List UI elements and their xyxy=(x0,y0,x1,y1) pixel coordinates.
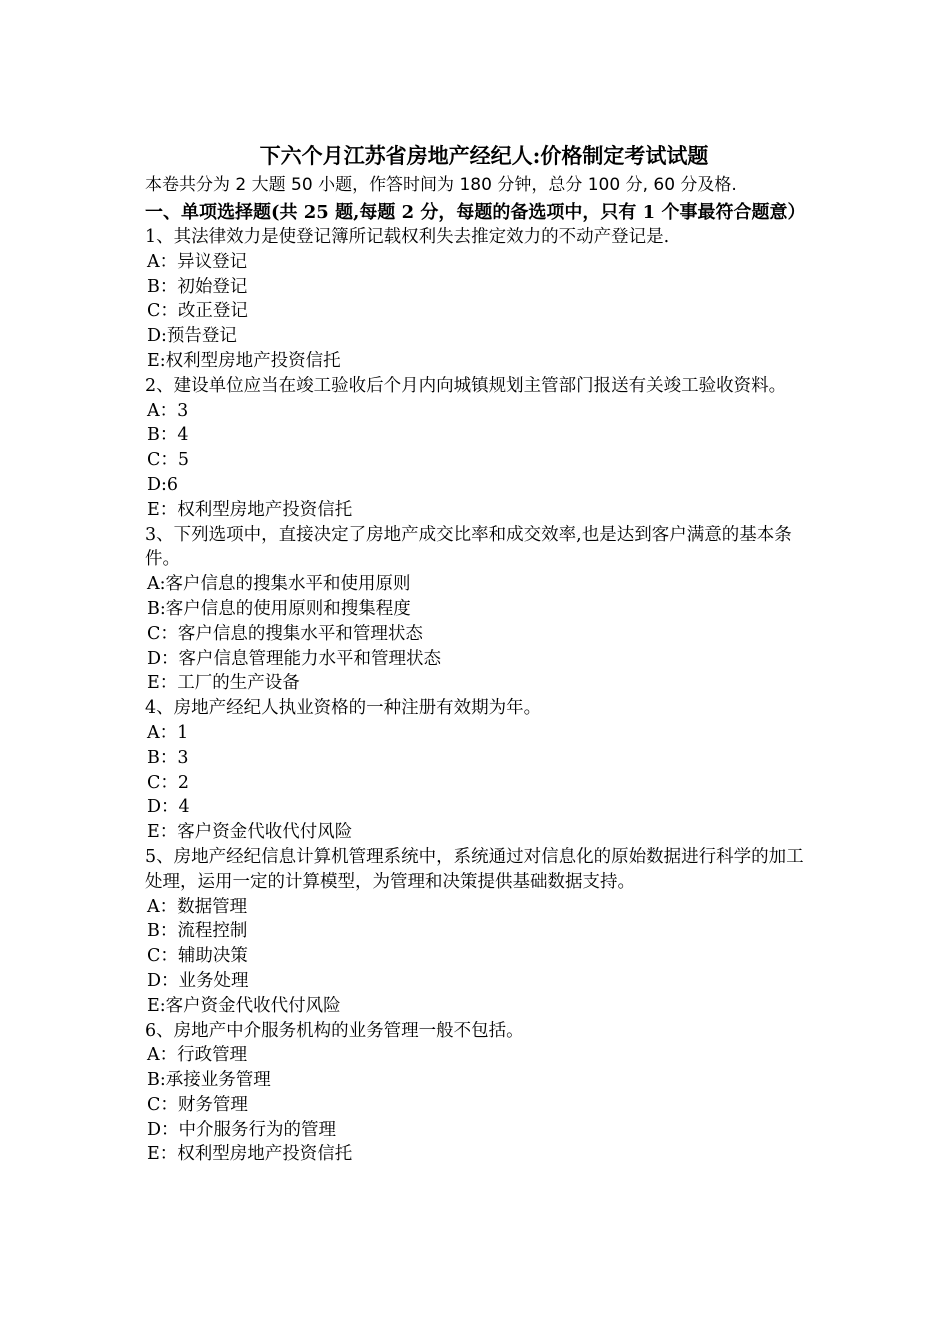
question-option: C：改正登记 xyxy=(147,301,248,322)
question-option: B：初始登记 xyxy=(147,276,248,297)
question-option: C：5 xyxy=(147,450,190,471)
question-option: C：2 xyxy=(147,772,190,793)
question-option: A:客户信息的搜集水平和使用原则 xyxy=(147,574,411,595)
question-option: E：客户资金代收代付风险 xyxy=(147,822,353,843)
question-block xyxy=(145,845,815,1019)
question-option: B：4 xyxy=(147,425,189,446)
question-option: A：行政管理 xyxy=(147,1045,248,1066)
question-option: D:预告登记 xyxy=(147,326,237,347)
question-option: C：辅助决策 xyxy=(147,946,248,967)
exam-intro: 本卷共分为 2 大题 50 小题，作答时间为 180 分钟，总分 100 分, 60 分及格. xyxy=(145,175,737,195)
section-heading: 一、单项选择题(共 25 题,每题 2 分，每题的备选项中，只有 1 个事最符合题意） xyxy=(145,202,806,223)
question-block xyxy=(145,225,815,374)
question-block xyxy=(145,374,815,523)
question-block xyxy=(145,523,815,697)
question-option: E：权利型房地产投资信托 xyxy=(147,499,353,520)
document-body xyxy=(145,141,815,1167)
question-stem: 2、建设单位应当在竣工验收后个月内向城镇规划主管部门报送有关竣工验收资料。 xyxy=(145,375,787,396)
question-option: B：流程控制 xyxy=(147,921,248,942)
question-stem: 5、房地产经纪信息计算机管理系统中，系统通过对信息化的原始数据进行科学的加工处理，运用一定的计算模型，为管理和决策提供基础数据支持。 xyxy=(145,846,804,892)
question-option: B：3 xyxy=(147,747,189,768)
question-option: D：中介服务行为的管理 xyxy=(147,1119,337,1140)
question-option: E:客户资金代收代付风险 xyxy=(147,995,341,1016)
question-stem: 3、下列选项中，直接决定了房地产成交比率和成交效率,也是达到客户满意的基本条件。 xyxy=(145,524,792,570)
question-stem: 6、房地产中介服务机构的业务管理一般不包括。 xyxy=(145,1020,524,1041)
question-option: B:客户信息的使用原则和搜集程度 xyxy=(147,598,411,619)
question-option: A：异议登记 xyxy=(147,251,248,272)
question-option: C：客户信息的搜集水平和管理状态 xyxy=(147,623,423,644)
question-block xyxy=(145,1019,815,1168)
question-option: D:6 xyxy=(147,474,179,495)
question-option: C：财务管理 xyxy=(147,1094,248,1115)
question-option: E:权利型房地产投资信托 xyxy=(147,350,341,371)
question-option: A：3 xyxy=(147,400,189,421)
question-option: D：业务处理 xyxy=(147,970,249,991)
question-stem: 4、房地产经纪人执业资格的一种注册有效期为年。 xyxy=(145,698,542,719)
question-option: D：客户信息管理能力水平和管理状态 xyxy=(147,648,442,669)
question-option: E：工厂的生产设备 xyxy=(147,673,300,694)
question-stem: 1、其法律效力是使登记簿所记载权利失去推定效力的不动产登记是. xyxy=(145,227,670,247)
page-title: 下六个月江苏省房地产经纪人:价格制定考试试题 xyxy=(259,143,709,168)
question-option: E：权利型房地产投资信托 xyxy=(147,1144,353,1165)
question-option: A：1 xyxy=(147,722,189,743)
question-option: B:承接业务管理 xyxy=(147,1070,271,1091)
question-option: A：数据管理 xyxy=(147,896,248,917)
question-block xyxy=(145,696,815,845)
question-option: D：4 xyxy=(147,797,190,818)
